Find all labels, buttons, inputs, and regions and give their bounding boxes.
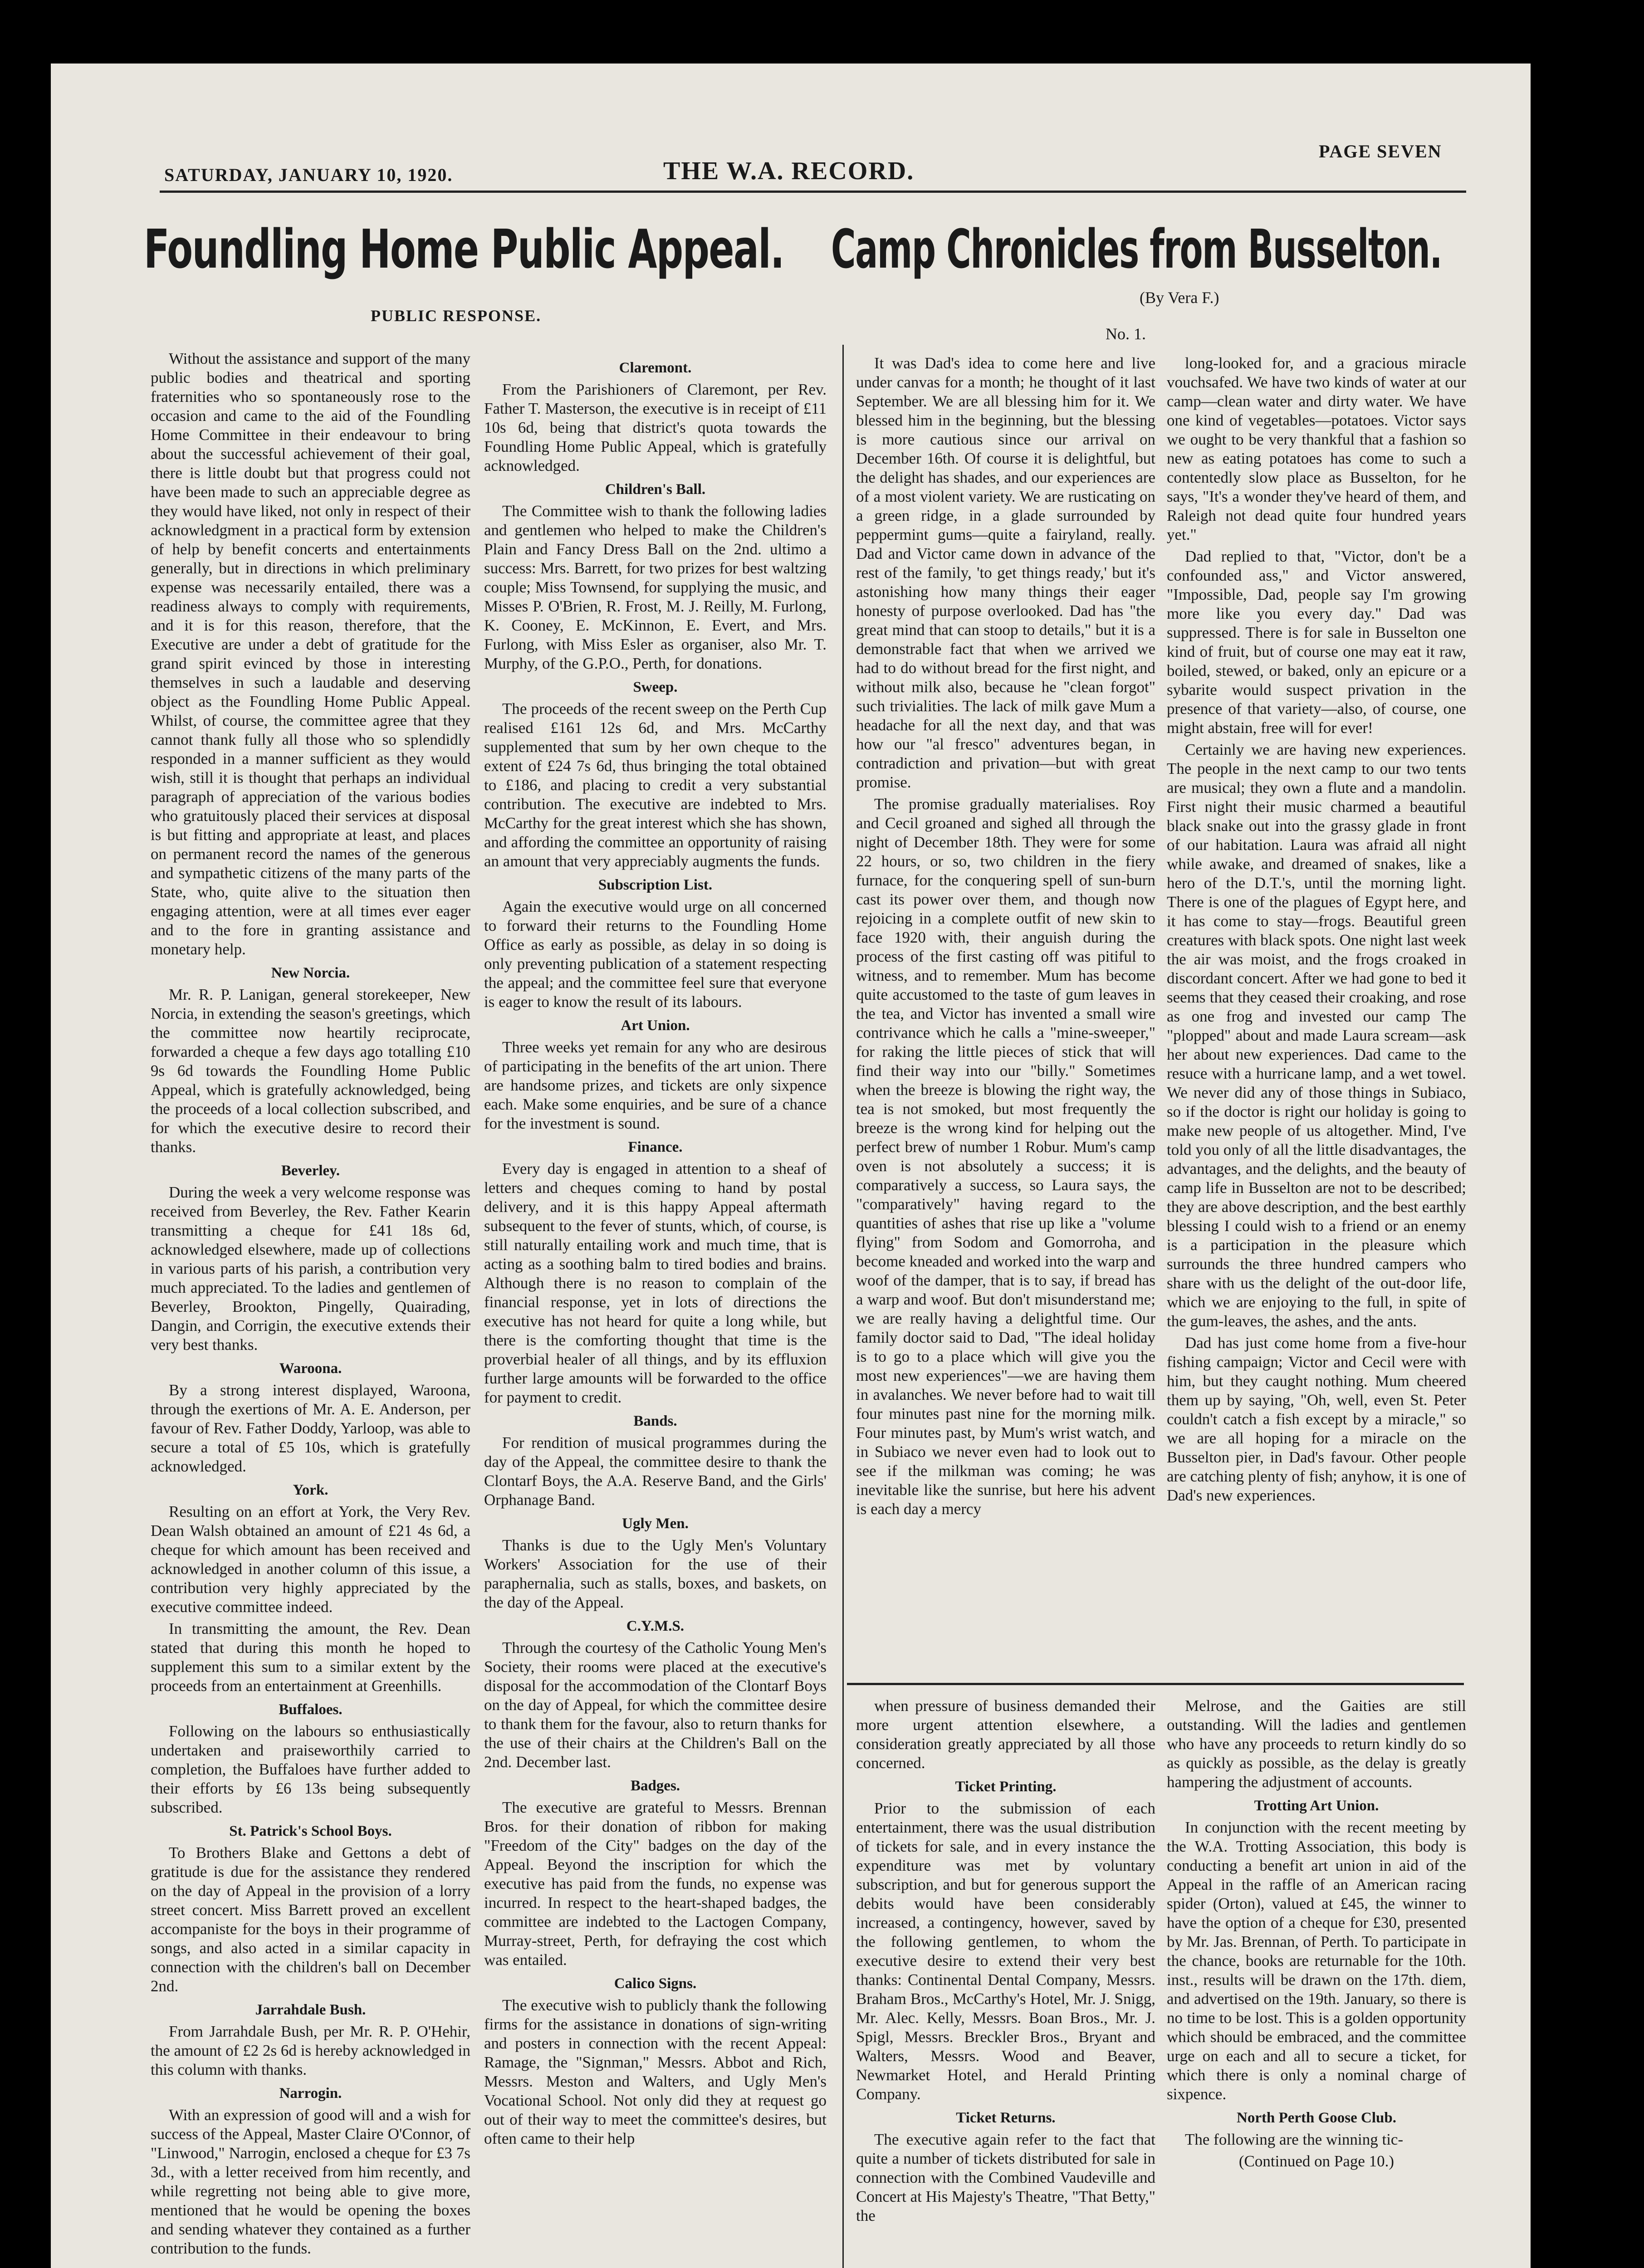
paragraph: The executive are grateful to Messrs. Brennan Bros. for their donation of ribbon for making "Freedom of the City" badges on the day of the Appeal. Beyond the inscription for which the executive has paid from the funds, no expense was incurred. In respect to the heart-shaped badges, the committee are indebted to the Lactogen Company, Murray-street, Perth, for defraying the cost which was entailed.: [484, 1799, 827, 1969]
section-heading: Waroona.: [279, 1360, 342, 1377]
section-heading: New Norcia.: [271, 965, 350, 981]
foundling-column-4: [1167, 1696, 1466, 2268]
issue-date: SATURDAY, JANUARY 10, 1920.: [164, 165, 453, 185]
section-heading: Calico Signs.: [614, 1975, 697, 1992]
paragraph: Without the assistance and support of the many public bodies and theatrical and sporting fraternities who so spontaneously rose to the occasion and came to the aid of the Foundling Home Committee in their endeavour to bring about the successful achievement of their goal, there is little doubt but that progress could not have been made to such an appreciable degree as they would have liked, not only in respect of their acknowledgment in a practical form by extension of help by benefit concerts and entertainments generally, but in directions in which preliminary expense was necessarily entailed, there was a readiness always to comply with requirements, and it is for this reason, therefore, that the Executive are under a debt of gratitude for the grand spirit evinced by those in interesting themselves in such a laudable and deserving object as the Foundling Home Public Appeal. Whilst, of course, the committee agree that they cannot thank fully all those who so splendidly responded in a manner sufficient as they would wish, still it is thought that perhaps an individual paragraph of appreciation of the various bodies who gratuitously placed their services at disposal is but fitting and appropriate at least, and places on permanent record the names of the generous and sympathetic citizens of the many parts of the State, who, quite alive to the situation then engaging attention, were at all times ever eager and to the fore in granting assistance and monetary help.: [151, 350, 470, 958]
paragraph: Three weeks yet remain for any who are desirous of participating in the benefits of the art union. There are handsome prizes, and tickets are only sixpence each. Make some enquiries, and be sure of a chance for the investment is sound.: [484, 1038, 827, 1132]
paragraph: The Committee wish to thank the following ladies and gentlemen who helped to make the Children's Plain and Fancy Dress Ball on the 2nd. ultimo a success: Mrs. Barrett, for two prizes for best waltzing couple; Miss Townsend, for supplying the music, and Misses P. O'Brien, R. Frost, M. J. Reilly, M. Furlong, K. Cooney, E. McKinnon, E. Evert, and Mrs. Furlong, with Miss Esler as organiser, also Mr. T. Murphy, of the G.P.O., Perth, for donations.: [484, 502, 827, 672]
section-heading: Finance.: [628, 1139, 683, 1155]
article-number: No. 1.: [1106, 325, 1146, 343]
paragraph: Through the courtesy of the Catholic Young Men's Society, their rooms were placed at the executive's disposal for the accommodation of the Clontarf Boys on the day of Appeal, for which the committee desire to thank them for the favour, also to return thanks for the use of their chairs at the Children's Ball on the 2nd. December last.: [484, 1639, 827, 1771]
paragraph: Every day is engaged in attention to a sheaf of letters and cheques coming to hand by postal delivery, and it is this happy Appeal aftermath subsequent to the fever of stunts, which, of course, is still naturally entailing work and much time, that is acting as a soothing balm to tired bodies and brains. Although there is no reason to complain of the financial response, yet in lots of directions the executive has not heard for quite a long while, but there is the comforting thought that time is the proverbial healer of all things, and by its effluxion further large amounts will be forwarded to the office for payment to credit.: [484, 1160, 827, 1406]
paragraph: In conjunction with the recent meeting by the W.A. Trotting Association, this body is conducting a benefit art union in aid of the Appeal in the raffle of an American racing spider (Orton), valued at £45, the winner to have the option of a cheque for £30, presented by Mr. Jas. Brennan, of Perth. To participate in the chance, books are returnable for the 10th. inst., results will be drawn on the 17th. diem, and advertised on the 19th. January, so there is no time to be lost. This is a golden opportunity which should be embraced, and the committee urge on each and all to secure a ticket, for which there is only a nominal charge of sixpence.: [1167, 1818, 1466, 2103]
article2-bottom-rule: [847, 1683, 1464, 1685]
paragraph: Prior to the submission of each entertainment, there was the usual distribution of tickets for sale, and in every instance the expenditure was met by voluntary subscription, and but for generous support the debits would have been considerably increased, a contingency, however, saved by the following gentlemen, to whom the executive desire to extend their very best thanks: Continental Dental Company, Messrs. Braham Bros., McCarthy's Hotel, Mr. J. Snigg, Mr. Alec. Kelly, Messrs. Boan Bros., Mr. J. Spigl, Messrs. Breckler Bros., Bryant and Walters, Messrs. Wood and Beaver, Newmarket Hotel, and Herald Printing Company.: [856, 1799, 1155, 2103]
section-heading: Claremont.: [619, 360, 692, 376]
section-heading: Ticket Printing.: [955, 1779, 1057, 1795]
paragraph: In transmitting the amount, the Rev. Dean stated that during this month he hoped to supplement this sum to a similar extent by the proceeds from an entertainment at Greenhills.: [151, 1620, 470, 1695]
paragraph: From Jarrahdale Bush, per Mr. R. P. O'Hehir, the amount of £2 2s 6d is hereby acknowledged in this column with thanks.: [151, 2023, 470, 2078]
paragraph: Again the executive would urge on all concerned to forward their returns to the Foundling Home Office as early as possible, as delay in so doing is only preventing publication of a statement respecting the appeal; and the committee feel sure that everyone is eager to know the result of its labours.: [484, 898, 827, 1011]
article-byline: (By Vera F.): [1140, 288, 1219, 307]
paragraph: The following are the winning tic-: [1185, 2131, 1404, 2148]
section-heading: Beverley.: [281, 1163, 340, 1179]
paragraph: Dad has just come home from a five-hour fishing campaign; Victor and Cecil were with him, but they caught nothing. Mum cheered them up by saying, "Oh, well, even St. Peter couldn't catch a fish except by a miracle," so we are all hoping for a miracle on the Busselton pier, in Dad's favour. Other people are catching plenty of fish; anyhow, it is one of Dad's new experiences.: [1167, 1334, 1466, 1504]
paragraph: Mr. R. P. Lanigan, general storekeeper, New Norcia, in extending the season's greetings, which the committee now heartily reciprocate, forwarded a cheque a few days ago totalling £10 9s 6d towards the Foundling Home Public Appeal, which is gratefully acknowledged, being the proceeds of a local collection subscribed, and for which the executive desire to record their thanks.: [151, 986, 470, 1156]
section-heading: Buffaloes.: [279, 1701, 342, 1718]
section-heading: Ticket Returns.: [956, 2110, 1056, 2126]
foundling-column-1: [151, 349, 470, 2268]
section-heading: St. Patrick's School Boys.: [229, 1823, 392, 1839]
paragraph: The proceeds of the recent sweep on the Perth Cup realised £161 12s 6d, and Mrs. McCarthy supplemented that sum by her own cheque to the extent of £24 7s 6d, thus bringing the total obtained to £186, and placing to credit a very substantial contribution. The executive are indebted to Mrs. McCarthy for the great interest which she has shown, and affording the committee an opportunity of raising an amount that very appreciably augments the funds.: [484, 700, 827, 870]
camp-column-1: [856, 354, 1155, 1678]
article-title-camp: Camp Chronicles from Busselton.: [831, 218, 1442, 280]
paragraph: long-looked for, and a gracious miracle vouchsafed. We have two kinds of water at our camp—clean water and dirty water. We have one kind of vegetables—potatoes. Victor says we ought to be very thankful that a fashion so new as eating potatoes has come to such a contentedly slow place as Busselton, for he says, "It's a wonder they've heard of them, and Raleigh not dead quite four hundred years yet.": [1167, 354, 1466, 543]
paragraph: Resulting on an effort at York, the Very Rev. Dean Walsh obtained an amount of £21 4s 6d, a cheque for which amount has been received and acknowledged in another column of this issue, a contribution very highly appreciated by the executive committee indeed.: [151, 1503, 470, 1616]
paragraph: With an expression of good will and a wish for success of the Appeal, Master Claire O'Connor, of "Linwood," Narrogin, enclosed a cheque for £3 7s 3d., with a letter received from him recently, and while regretting not being able to give more, mentioned that he would be opening the boxes and sending whatever they contained as a further contribution to the funds.: [151, 2106, 470, 2257]
paragraph: The promise gradually materialises. Roy and Cecil groaned and sighed all through the night of December 18th. They were for some 22 hours, or so, two children in the fiery furnace, for the conquering spell of sun-burn cast its power over them, and though now rejoicing in a complete outfit of new skin to face 1920 with, their anguish during the process of the first casting off was pitiful to witness, and to remember. Mum has become quite accustomed to the taste of gum leaves in the tea, and Victor has invented a small wire contrivance which he calls a "mine-sweeper," for raking the little pieces of stick that will find their way into our "billy." Sometimes when the breeze is blowing the right way, the tea is not smoked, but most frequently the breeze is the wrong kind for helping out the perfect brew of number 1 Robur. Mum's camp oven is not absolutely a success; it is comparatively a success, so Laura says, the "comparatively" having regard to the quantities of ashes that rise up like a "volume flying" from Sodom and Gomorroha, and become kneaded and worked into the warp and woof of the damper, that is to say, if bread has a warp and woof. But don't misunderstand me; we are really having a delightful time. Our family doctor said to Dad, "The ideal holiday is to go to a place which will give you the most new experiences"—we are having them in avalanches. We never before had to wait till four minutes past nine for the morning milk. Four minutes past, by Mum's wrist watch, and in Subiaco we never even had to look out to see if the milkman was coming; he was inevitable like the sunrise, but here his advent is each day a mercy: [856, 795, 1155, 1518]
section-heading: Children's Ball.: [605, 481, 706, 498]
section-heading: Bands.: [633, 1413, 677, 1429]
column-rule: [842, 345, 844, 2268]
paragraph: For rendition of musical programmes during the day of the Appeal, the committee desire to thank the Clontarf Boys, the A.A. Reserve Band, and the Girls' Orphanage Band.: [484, 1434, 827, 1509]
paragraph: when pressure of business demanded their more urgent attention elsewhere, a consideration greatly appreciated by all those concerned.: [856, 1697, 1155, 1772]
masthead: THE W.A. RECORD.: [663, 157, 915, 185]
article-title-foundling: Foundling Home Public Appeal.: [144, 218, 784, 280]
paragraph: During the week a very welcome response was received from Beverley, the Rev. Father Kearin transmitting a cheque for £41 18s 6d, acknowledged elsewhere, made up of collections in various parts of his parish, a contribution very much appreciated. To the ladies and gentlemen of Beverley, Brookton, Pingelly, Quairading, Dangin, and Corrigin, the executive extends their very best thanks.: [151, 1183, 470, 1354]
foundling-column-3: [856, 1696, 1155, 2268]
camp-column-2: [1167, 354, 1466, 1678]
paragraph: The executive wish to publicly thank the following firms for the assistance in donations of sign-writing and posters in connection with the recent Appeal: Ramage, the "Signman," Messrs. Abbot and Rich, Messrs. Meston and Walters, and Ugly Men's Vocational School. Not only did they at request go out of their way to meet the committee's desires, but often came to their help: [484, 1996, 827, 2147]
section-heading: North Perth Goose Club.: [1237, 2110, 1396, 2126]
header-rule: [160, 191, 1466, 193]
paragraph: From the Parishioners of Claremont, per Rev. Father T. Masterson, the executive is in receipt of £11 10s 6d, being that district's quota towards the Foundling Home Public Appeal, which is gratefully acknowledged.: [484, 381, 827, 474]
section-heading: Narrogin.: [279, 2085, 342, 2102]
section-heading: Ugly Men.: [622, 1515, 689, 1532]
paragraph: To Brothers Blake and Gettons a debt of gratitude is due for the assistance they rendered on the day of Appeal in the provision of a lorry street concert. Miss Barrett proved an excellent accompaniste for the boys in their programme of songs, and also acted in a similar capacity in connection with the children's ball on December 2nd.: [151, 1844, 470, 1995]
paragraph: Following on the labours so enthusiastically undertaken and praiseworthily carried to completion, the Buffaloes have further added to their efforts by £6 13s being subsequently subscribed.: [151, 1722, 470, 1816]
paragraph: The executive again refer to the fact that quite a number of tickets distributed for sale in connection with the Combined Vaudeville and Concert at His Majesty's Theatre, "That Betty," the: [856, 2131, 1155, 2224]
section-heading: Sweep.: [633, 679, 678, 695]
paragraph: Thanks is due to the Ugly Men's Voluntary Workers' Association for the use of their paraphernalia, such as stalls, boxes, and baskets, on the day of the Appeal.: [484, 1536, 827, 1611]
page-number: PAGE SEVEN: [1319, 141, 1442, 161]
paragraph: Dad replied to that, "Victor, don't be a confounded ass," and Victor answered, "Impossible, Dad, people say I'm growing more like you every day." Dad was suppressed. There is for sale in Busselton one kind of fruit, but of course one may eat it raw, boiled, stewed, or baked, only an epicure or a sybarite would suspect privation in the presence of that variety—also, of course, one might abstain, free will for ever!: [1167, 547, 1466, 737]
section-heading: Jarrahdale Bush.: [255, 2002, 366, 2018]
continued-note: (Continued on Page 10.): [1238, 2152, 1394, 2170]
paragraph: By a strong interest displayed, Waroona, through the exertions of Mr. A. E. Anderson, per favour of Rev. Father Doddy, Yarloop, was able to secure a total of £5 10s, which is gratefully acknowledged.: [151, 1381, 470, 1475]
paragraph: Melrose, and the Gaities are still outstanding. Will the ladies and gentlemen who have any proceeds to return kindly do so as quickly as possible, as the delay is greatly hampering the adjustment of accounts.: [1167, 1697, 1466, 1791]
newspaper-page: [51, 64, 1531, 2268]
section-heading: Subscription List.: [598, 877, 713, 893]
paragraph: It was Dad's idea to come here and live under canvas for a month; he thought of it last September. We are all blessing him for it. We blessed him in the beginning, but the blessing is more cautious since our arrival on December 16th. Of course it is delightful, but the delight has shades, and our experiences are of a most violent variety. We are rusticating on a green ridge, in a glade surrounded by peppermint gums—quite a fairyland, really. Dad and Victor came down in advance of the rest of the family, 'to get things ready,' but it's astonishing how many things their eager honesty of purpose overlooked. Dad has "the great mind that can stoop to details," but it is a demonstrable fact that when we arrived we had to do without bread for the first night, and without milk also, because he "clean forgot" such trivialities. The lack of milk gave Mum a headache for all the next day, and that was how our "al fresco" adventures began, in contradiction and privation—but with great promise.: [856, 354, 1155, 791]
paragraph: Certainly we are having new experiences. The people in the next camp to our two tents are musical; they own a flute and a mandolin. First night their music charmed a beautiful black snake out into the grassy glade in front of our habitation. Laura was afraid all night while awake, and dreamed of snakes, like a hero of the D.T.'s, until the morning light. There is one of the plagues of Egypt here, and it has come to stay—frogs. Beautiful green creatures with black spots. One night last week the air was moist, and the frogs croaked in discordant concert. After we had gone to bed it seems that they ceased their croaking, and rose as one frog and invested our camp The "plopped" about and made Laura scream—ask her about new experiences. Dad came to the resuce with a hurricane lamp, and a wet towel. We never did any of those things in Subiaco, so if the doctor is right our holiday is going to make new people of us altogether. Mind, I've told you only of all the little disadvantages, the advantages, and the delights, and the beauty of camp life in Busselton are not to be described; they are above description, and the best earthly blessing I could wish to a friend or an enemy is a participation in the pleasure which surrounds the three hundred campers who share with us the delight of the out-door life, which we are enjoying to the full, in spite of the gum-leaves, the ashes, and the ants.: [1167, 741, 1466, 1330]
section-heading: Trotting Art Union.: [1254, 1798, 1379, 1814]
section-heading: C.Y.M.S.: [626, 1618, 685, 1634]
foundling-column-2: [484, 354, 827, 2268]
section-heading: Badges.: [630, 1778, 680, 1794]
article-subhead-public-response: PUBLIC RESPONSE.: [371, 307, 542, 325]
section-heading: Art Union.: [621, 1017, 690, 1034]
section-heading: York.: [293, 1482, 328, 1498]
